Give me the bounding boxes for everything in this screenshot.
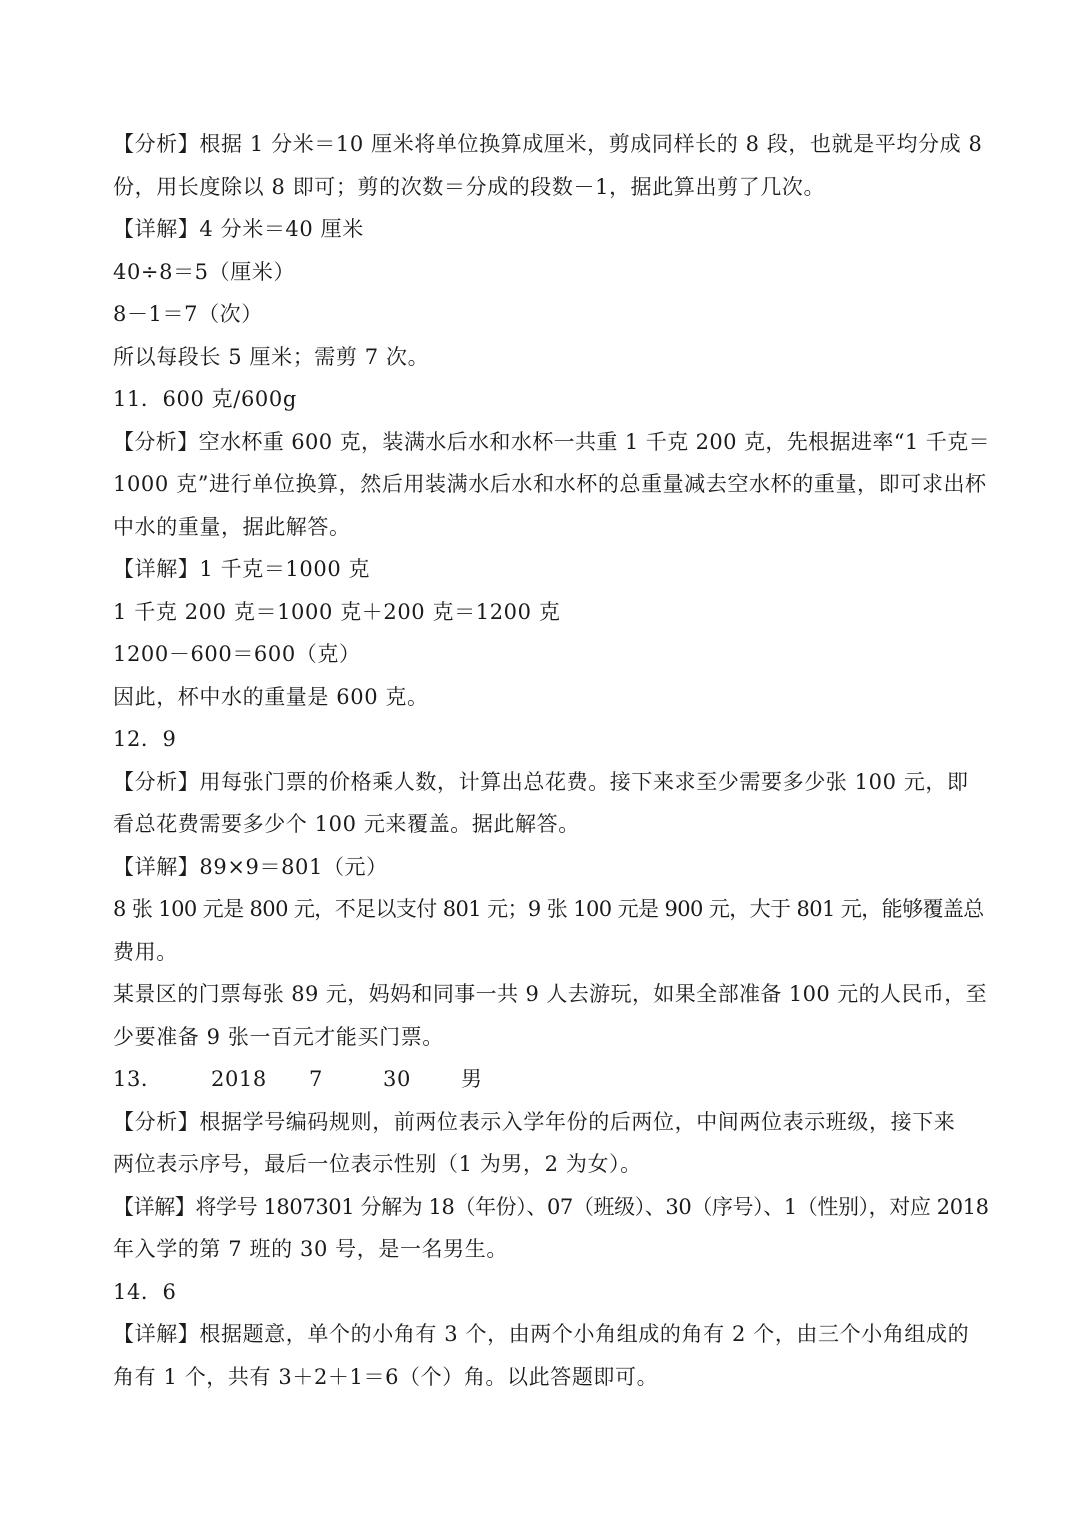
text-line: 1000 克”进行单位换算，然后用装满水后水和水杯的总重量减去空水杯的重量，即可求出杯: [113, 472, 987, 496]
text-line: 1200－600＝600（克）: [113, 642, 361, 666]
text-line: 年入学的第 7 班的 30 号，是一名男生。: [113, 1237, 508, 1261]
question-11-answer: 11．600 克/600g: [113, 387, 297, 411]
question-13-number: 13．: [113, 1067, 163, 1091]
text-line: 1 千克 200 克＝1000 克＋200 克＝1200 克: [113, 599, 561, 624]
text-line: 【分析】空水杯重 600 克，装满水后水和水杯一共重 1 千克 200 克，先根据进率“1 千克＝: [113, 429, 990, 454]
text-line: 40÷8＝5（厘米）: [113, 259, 296, 284]
answer-blank: 7: [309, 1067, 323, 1091]
question-12-answer: 12．9: [113, 727, 177, 751]
text-line: 中水的重量，据此解答。: [113, 514, 351, 539]
answer-blank: 男: [461, 1067, 483, 1091]
text-line: 【详解】根据题意，单个的小角有 3 个，由两个小角组成的角有 2 个，由三个小角组成的: [113, 1322, 970, 1346]
answer-blank: 30: [383, 1067, 411, 1091]
text-line: 费用。: [113, 939, 178, 964]
text-line: 因此，杯中水的重量是 600 克。: [113, 684, 429, 709]
text-line: 某景区的门票每张 89 元，妈妈和同事一共 9 人去游玩，如果全部准备 100 元的人民币，至: [113, 982, 988, 1006]
text-line: 8 张 100 元是 800 元，不足以支付 801 元；9 张 100 元是 900 元，大于 801 元，能够覆盖总: [113, 897, 984, 921]
answer-blank: 2018: [211, 1067, 267, 1091]
text-line: 看总花费需要多少个 100 元来覆盖。据此解答。: [113, 812, 580, 836]
question-13-answer: [113, 1058, 973, 1101]
text-line: 【分析】用每张门票的价格乘人数，计算出总花费。接下来求至少需要多少张 100 元，即: [113, 769, 969, 794]
text-line: 少要准备 9 张一百元才能买门票。: [113, 1024, 444, 1049]
question-14-answer: 14．6: [113, 1279, 177, 1304]
text-line: 【详解】4 分米＝40 厘米: [113, 217, 364, 241]
text-line: 8－1＝7（次）: [113, 302, 263, 326]
text-line: 角有 1 个，共有 3＋2＋1＝6（个）角。以此答题即可。: [113, 1364, 659, 1389]
text-line: 【详解】将学号 1807301 分解为 18（年份）、07（班级）、30（序号）、1（性别），对应 2018: [113, 1194, 989, 1219]
document-page: [113, 123, 990, 1398]
text-line: 【详解】89×9＝801（元）: [113, 854, 388, 879]
text-line: 份，用长度除以 8 即可；剪的次数＝分成的段数－1，据此算出剪了几次。: [113, 174, 826, 199]
text-line: 【分析】根据学号编码规则，前两位表示入学年份的后两位，中间两位表示班级，接下来: [113, 1109, 956, 1134]
text-line: 【分析】根据 1 分米＝10 厘米将单位换算成厘米，剪成同样长的 8 段，也就是平均分成 8: [113, 132, 983, 156]
text-line: 所以每段长 5 厘米；需剪 7 次。: [113, 344, 430, 369]
text-line: 【详解】1 千克＝1000 克: [113, 557, 371, 581]
text-line: 两位表示序号，最后一位表示性别（1 为男，2 为女）。: [113, 1152, 642, 1176]
